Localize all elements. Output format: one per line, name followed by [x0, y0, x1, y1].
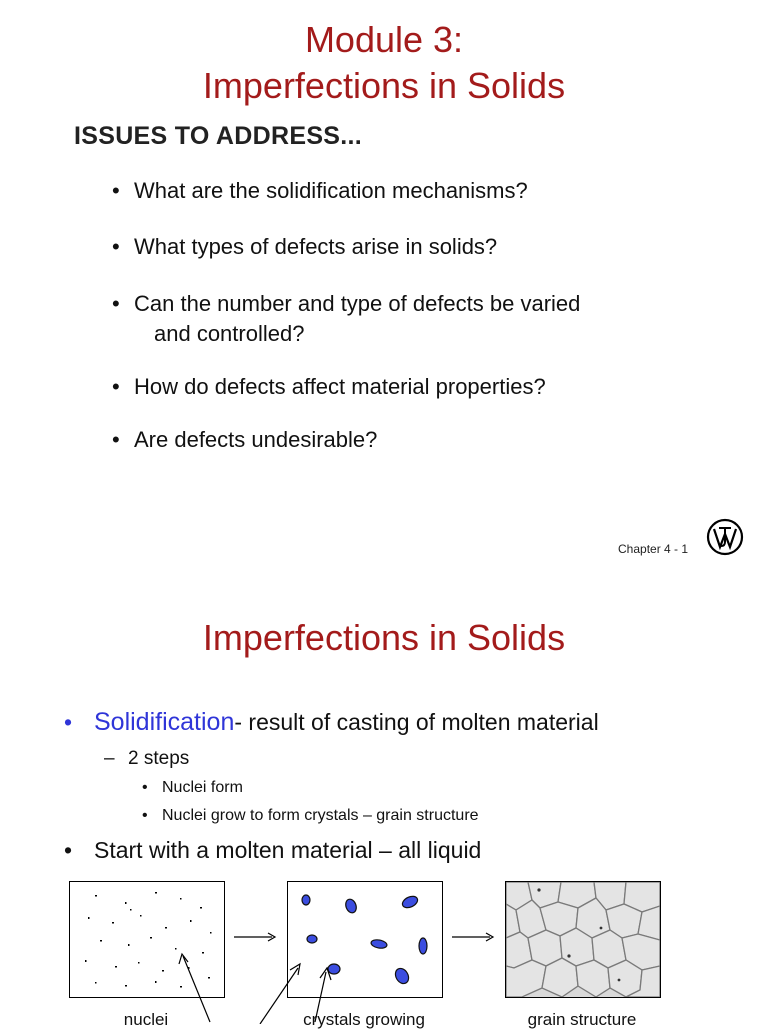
- molten-text: Start with a molten material – all liquid: [94, 837, 482, 863]
- bullet-glyph: •: [112, 234, 120, 259]
- bullet-item: [112, 372, 546, 402]
- bullet-text: What types of defects arise in solids?: [134, 234, 498, 259]
- bullet-item: [112, 289, 580, 349]
- caption-crystals-growing: crystals growing: [303, 1010, 425, 1029]
- bullet-glyph: •: [64, 837, 73, 863]
- sub-sub-bullet-text: Nuclei grow to form crystals – grain structure: [162, 807, 479, 824]
- slide2-title: Imperfections in Solids: [202, 617, 566, 658]
- bullet-glyph: •: [142, 779, 148, 796]
- sub-sub-bullet: [142, 807, 479, 825]
- bullet-text-continued: and controlled?: [154, 321, 305, 346]
- bullet-molten: [64, 837, 481, 864]
- solidification-term: Solidification: [94, 708, 235, 736]
- bullet-text: How do defects affect material properties?: [134, 374, 546, 399]
- solidification-definition: - result of casting of molten material: [234, 709, 599, 735]
- sub-sub-bullet: [142, 779, 243, 797]
- bullet-item: [112, 232, 497, 262]
- bullet-text: Are defects undesirable?: [134, 427, 378, 452]
- publisher-logo: [706, 518, 744, 556]
- bullet-glyph: •: [112, 291, 120, 316]
- bullet-item: [112, 176, 528, 206]
- issues-heading: ISSUES TO ADDRESS...: [74, 122, 363, 150]
- slide1-title-line1: Module 3:: [304, 19, 464, 60]
- bullet-text: What are the solidification mechanisms?: [134, 178, 528, 203]
- bullet-text: Can the number and type of defects be varied: [134, 291, 581, 316]
- slide1-title-line2: Imperfections in Solids: [202, 65, 566, 106]
- sub-bullet-text: 2 steps: [128, 748, 190, 769]
- arrow-right-icon: [232, 930, 278, 944]
- sub-sub-bullet-text: Nuclei form: [162, 779, 243, 796]
- grain-structure-box: [505, 881, 661, 998]
- bullet-glyph: •: [112, 374, 120, 399]
- bullet-solidification: [64, 708, 599, 737]
- bullet-glyph: •: [112, 178, 120, 203]
- chapter-footer: Chapter 4 - 1: [618, 542, 689, 556]
- arrow-right-icon: [450, 930, 496, 944]
- caption-grain-structure: grain structure: [527, 1010, 637, 1029]
- caption-nuclei: nuclei: [123, 1010, 169, 1029]
- bullet-glyph: •: [142, 807, 148, 824]
- dash-glyph: –: [104, 748, 115, 769]
- grain-cells: [506, 882, 660, 997]
- bullet-glyph: •: [64, 709, 73, 735]
- bullet-glyph: •: [112, 427, 120, 452]
- bullet-item: [112, 425, 377, 455]
- sub-bullet-steps: [104, 748, 189, 770]
